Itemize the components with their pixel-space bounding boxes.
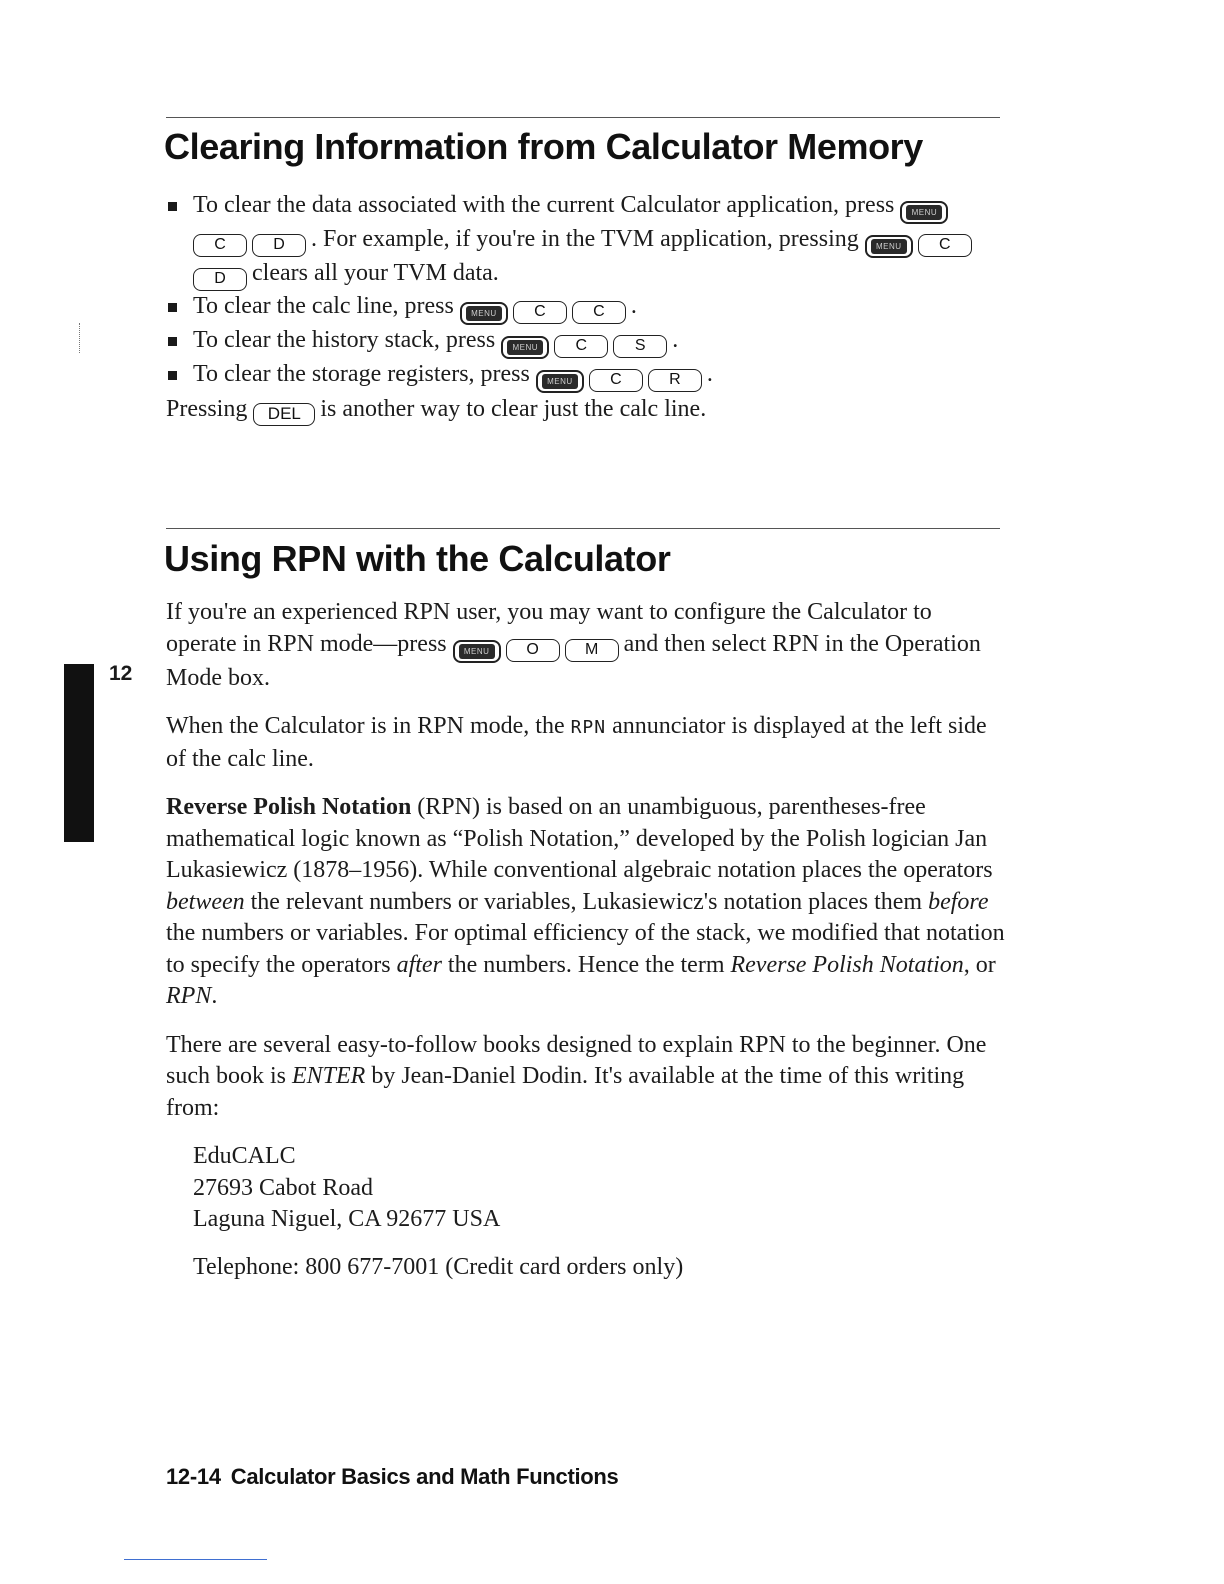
key-c-icon: C	[918, 234, 972, 257]
shift-key-label: MENU	[542, 374, 578, 389]
del-paragraph	[166, 394, 1006, 426]
paragraph-text: Pressing	[166, 396, 248, 422]
term-italic: before	[928, 888, 989, 915]
term-italic: Reverse Polish Notation	[730, 951, 964, 978]
shift-key-icon	[460, 302, 508, 325]
section-heading-clearing: Clearing Information from Calculator Memory	[164, 126, 923, 167]
bullet-text: To clear the storage registers, press	[193, 361, 530, 387]
scan-artifact-line	[124, 1559, 267, 1560]
paragraph-text: .	[211, 983, 218, 1009]
shift-key-label: MENU	[466, 306, 502, 321]
section-rule-rpn	[166, 528, 1000, 529]
paragraph	[166, 597, 1006, 694]
key-c-icon: C	[193, 234, 247, 257]
key-d-icon: D	[193, 268, 247, 291]
key-c-icon: C	[513, 301, 567, 324]
term-italic: between	[166, 888, 245, 915]
list-item	[166, 190, 1011, 291]
shift-key-label: MENU	[906, 205, 942, 220]
address-line: 27693 Cabot Road	[193, 1174, 373, 1201]
shift-key-icon	[536, 370, 584, 393]
key-c-icon: C	[554, 335, 608, 358]
book-title: ENTER	[292, 1063, 366, 1089]
rpn-section-body	[166, 597, 1006, 1283]
paragraph-text: (RPN) is based on an unambiguous, parentheses-free mathematical logic known as “Polish Notation,” developed by the Polish logician Jan Lukasiewicz (1878–1956). While conventional algebraic notation places the operators	[166, 794, 993, 883]
paragraph-text: , or	[963, 951, 996, 978]
address-block	[166, 1141, 1006, 1236]
list-item	[166, 291, 1011, 325]
shift-key-icon	[501, 336, 549, 359]
chapter-tab-marker	[64, 664, 94, 842]
paragraph-text: the numbers or variables. For optimal efficiency of the stack, we modified that notation to specify the operators	[166, 920, 1005, 978]
bullet-text: . For example, if you're in the TVM application, pressing	[311, 226, 859, 252]
bullet-text: To clear the data associated with the current Calculator application, press	[193, 192, 895, 218]
footer-title: Calculator Basics and Math Functions	[230, 1464, 619, 1489]
bullet-text: To clear the history stack, press	[193, 327, 496, 353]
del-key-icon: DEL	[253, 403, 315, 426]
telephone-line: Telephone: 800 677-7001 (Credit card orders only)	[193, 1253, 684, 1280]
paragraph-text: annunciator is displayed at the left side of the calc line.	[166, 713, 987, 772]
shift-key-icon	[453, 640, 501, 663]
paragraph-text: the relevant numbers or variables, Lukasiewicz's notation places them	[250, 888, 923, 915]
section-heading-rpn: Using RPN with the Calculator	[164, 538, 671, 579]
clearing-bullet-list	[166, 190, 1011, 393]
paragraph-text: If you're an experienced RPN user, you may want to configure the Calculator to operate in RPN mode—press	[166, 599, 932, 657]
shift-key-icon	[900, 201, 948, 224]
bullet-text: .	[706, 361, 713, 387]
bullet-text: clears all your TVM data.	[252, 260, 499, 286]
key-r-icon: R	[648, 369, 702, 392]
margin-mark	[79, 323, 80, 353]
key-s-icon: S	[613, 335, 667, 358]
paragraph-text: by Jean-Daniel Dodin. It's available at the time of this writing from:	[166, 1063, 965, 1121]
list-item	[166, 359, 1011, 393]
term-italic: RPN	[166, 983, 212, 1009]
rpn-annunciator: RPN	[570, 717, 607, 738]
paragraph-text: There are several easy-to-follow books designed to explain RPN to the beginner. One such book is	[166, 1031, 987, 1089]
term-italic: after	[396, 951, 442, 978]
list-item	[166, 325, 1011, 359]
paragraph-text: and then select RPN in the Operation Mode box.	[166, 630, 981, 691]
paragraph-text: When the Calculator is in RPN mode, the	[166, 713, 565, 739]
bullet-text: .	[630, 293, 637, 319]
page-footer	[166, 1464, 619, 1490]
bullet-text: .	[672, 327, 679, 353]
key-o-icon: O	[506, 639, 560, 662]
shift-key-label: MENU	[507, 340, 543, 355]
paragraph	[166, 711, 1006, 775]
chapter-number: 12	[109, 662, 133, 685]
paragraph-text: the numbers. Hence the term	[447, 951, 725, 978]
paragraph-text: is another way to clear just the calc line.	[320, 396, 707, 422]
key-c-icon: C	[572, 301, 626, 324]
key-d-icon: D	[252, 234, 306, 257]
address-line: EduCALC	[193, 1143, 296, 1169]
paragraph	[166, 1030, 1006, 1125]
section-rule-top	[166, 117, 1000, 118]
key-c-icon: C	[589, 369, 643, 392]
shift-key-label: MENU	[871, 239, 907, 254]
term-bold: Reverse Polish Notation	[166, 794, 412, 820]
page-number: 12-14	[166, 1464, 221, 1489]
key-m-icon: M	[565, 639, 619, 662]
address-line: Laguna Niguel, CA 92677 USA	[193, 1206, 501, 1232]
shift-key-icon	[865, 235, 913, 258]
shift-key-label: MENU	[459, 644, 495, 659]
bullet-text: To clear the calc line, press	[193, 293, 454, 319]
paragraph	[166, 792, 1006, 1013]
